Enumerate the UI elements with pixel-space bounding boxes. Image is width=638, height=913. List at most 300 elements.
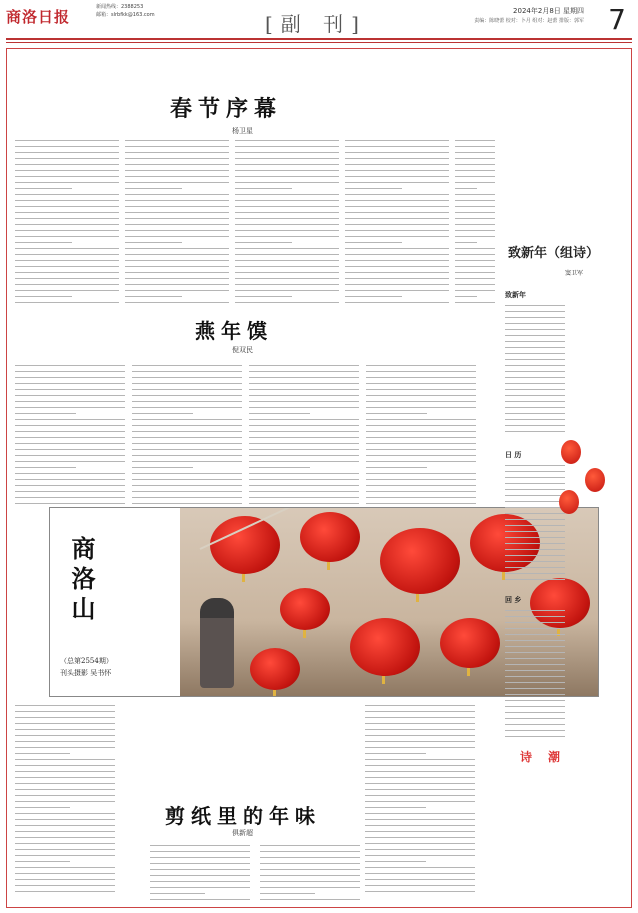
article-author-chunjie: 杨卫星 (232, 127, 253, 135)
text-line (15, 729, 115, 730)
text-line (505, 579, 565, 580)
text-line (365, 753, 426, 754)
text-line (15, 795, 115, 796)
text-line (249, 491, 359, 492)
text-line (15, 491, 125, 492)
text-line (15, 242, 72, 243)
text-line (345, 176, 449, 177)
text-line (455, 272, 495, 273)
deco-word-1: 诗 (520, 750, 533, 764)
text-line (249, 383, 359, 384)
text-line (455, 248, 495, 249)
text-line (235, 182, 339, 183)
text-line (505, 658, 565, 659)
text-line (235, 206, 339, 207)
text-line (505, 736, 565, 737)
text-line (150, 881, 250, 882)
text-line (125, 212, 229, 213)
text-line (345, 224, 449, 225)
text-line (366, 503, 476, 504)
text-line (235, 212, 339, 213)
text-line (505, 401, 565, 402)
lantern-icon (561, 440, 581, 464)
text-line (366, 413, 427, 414)
text-line (132, 371, 242, 372)
text-line (345, 248, 449, 249)
text-line (455, 194, 495, 195)
text-line (505, 431, 565, 432)
text-line (365, 861, 426, 862)
text-line (15, 188, 72, 189)
article-author-jianzhi: 俱新超 (232, 829, 253, 837)
text-line (125, 278, 229, 279)
text-line (505, 634, 565, 635)
text-line (15, 861, 70, 862)
text-line (366, 383, 476, 384)
text-line (249, 431, 359, 432)
text-line (260, 881, 360, 882)
text-line (235, 278, 339, 279)
text-line (235, 176, 339, 177)
text-line (505, 724, 565, 725)
text-line (15, 230, 119, 231)
text-line (505, 317, 565, 318)
text-line (249, 443, 359, 444)
text-line (15, 437, 125, 438)
text-line (366, 431, 476, 432)
text-line (260, 845, 360, 846)
text-line (455, 140, 495, 141)
text-line (455, 218, 495, 219)
text-line (15, 170, 119, 171)
text-line (505, 700, 565, 701)
text-col (366, 365, 476, 509)
text-col (235, 140, 339, 308)
text-col (345, 140, 449, 308)
text-line (15, 759, 115, 760)
text-line (132, 401, 242, 402)
text-line (15, 395, 125, 396)
text-line (365, 789, 475, 790)
text-line (125, 260, 229, 261)
photo-caption-panel (50, 508, 180, 697)
text-line (15, 158, 119, 159)
text-line (455, 302, 495, 303)
text-line (15, 425, 125, 426)
text-line (125, 152, 229, 153)
text-col (249, 365, 359, 509)
text-line (455, 170, 495, 171)
text-line (505, 567, 565, 568)
text-line (365, 759, 475, 760)
text-line (505, 676, 565, 677)
poem-subtitle-2: 日 历 (505, 450, 522, 459)
hotline-1: 新闻热线：2388253 (96, 4, 144, 10)
text-line (455, 260, 495, 261)
text-line (505, 640, 565, 641)
lantern-image (250, 648, 300, 690)
text-line (15, 389, 125, 390)
text-line (15, 152, 119, 153)
text-line (132, 419, 242, 420)
text-line (125, 206, 229, 207)
decorative-banner (500, 740, 620, 770)
text-line (345, 158, 449, 159)
text-line (365, 741, 475, 742)
article-title-chunjie: 春节序幕 (170, 96, 283, 122)
text-line (505, 555, 565, 556)
text-col (260, 845, 360, 905)
text-line (365, 891, 475, 892)
text-line (15, 867, 115, 868)
text-line (345, 200, 449, 201)
editors-line: 责编：陈晓蕾 校对：卜月 组对：赵蕾 排版：郭军 (474, 18, 584, 24)
text-line (235, 284, 339, 285)
text-line (365, 849, 475, 850)
text-line (15, 431, 125, 432)
text-line (15, 837, 115, 838)
header-rule-thin (6, 42, 632, 43)
text-line (235, 260, 339, 261)
text-line (125, 296, 182, 297)
text-line (15, 419, 125, 420)
text-line (15, 783, 115, 784)
text-line (132, 431, 242, 432)
text-line (345, 266, 449, 267)
text-line (15, 449, 125, 450)
text-line (505, 383, 565, 384)
text-line (15, 236, 119, 237)
text-line (235, 200, 339, 201)
text-line (15, 146, 119, 147)
text-line (260, 863, 360, 864)
text-line (455, 296, 477, 297)
text-line (505, 389, 565, 390)
text-line (505, 652, 565, 653)
text-line (505, 413, 565, 414)
text-line (505, 628, 565, 629)
text-line (15, 302, 119, 303)
text-line (366, 491, 476, 492)
text-line (505, 531, 565, 532)
person-image (200, 598, 234, 688)
text-line (15, 377, 125, 378)
text-line (366, 371, 476, 372)
text-line (15, 753, 70, 754)
text-line (132, 407, 242, 408)
text-line (235, 158, 339, 159)
text-line (15, 777, 115, 778)
text-line (125, 242, 182, 243)
text-col (15, 705, 115, 897)
text-line (249, 479, 359, 480)
text-line (505, 353, 565, 354)
text-line (249, 365, 359, 366)
text-line (15, 789, 115, 790)
text-line (125, 158, 229, 159)
text-line (505, 341, 565, 342)
text-line (235, 218, 339, 219)
text-line (125, 272, 229, 273)
text-line (125, 290, 229, 291)
text-line (15, 455, 125, 456)
text-line (249, 425, 359, 426)
text-line (455, 224, 495, 225)
text-line (15, 813, 115, 814)
text-line (15, 218, 119, 219)
text-line (455, 206, 495, 207)
text-line (15, 765, 115, 766)
text-line (366, 455, 476, 456)
text-line (15, 723, 115, 724)
text-line (15, 819, 115, 820)
text-line (249, 437, 359, 438)
text-line (455, 212, 495, 213)
text-line (505, 359, 565, 360)
text-line (366, 485, 476, 486)
text-line (366, 389, 476, 390)
text-line (505, 718, 565, 719)
text-line (345, 194, 449, 195)
text-line (15, 254, 119, 255)
text-line (505, 664, 565, 665)
issue-date: 2024年2月8日 星期四 (513, 7, 584, 15)
text-line (366, 497, 476, 498)
page-number: 7 (608, 3, 626, 36)
text-line (455, 236, 495, 237)
text-line (15, 855, 115, 856)
text-line (15, 497, 125, 498)
text-line (235, 140, 339, 141)
text-line (15, 843, 115, 844)
poem-lines (505, 610, 565, 742)
text-line (505, 712, 565, 713)
text-line (455, 176, 495, 177)
text-line (15, 371, 125, 372)
lantern-icon (559, 490, 579, 514)
text-line (125, 182, 229, 183)
text-line (365, 825, 475, 826)
text-line (15, 461, 125, 462)
text-line (150, 851, 250, 852)
text-line (345, 242, 402, 243)
text-line (150, 863, 250, 864)
text-line (366, 395, 476, 396)
text-line (132, 479, 242, 480)
text-line (505, 347, 565, 348)
text-line (15, 407, 125, 408)
text-line (15, 365, 125, 366)
text-line (505, 365, 565, 366)
page-header (0, 0, 638, 40)
text-line (260, 893, 315, 894)
text-line (132, 413, 193, 414)
poem-subtitle-1: 致新年 (505, 290, 526, 299)
text-line (15, 272, 119, 273)
text-line (249, 401, 359, 402)
text-line (505, 329, 565, 330)
text-line (235, 242, 292, 243)
text-line (249, 449, 359, 450)
text-line (345, 218, 449, 219)
text-line (249, 413, 310, 414)
text-line (235, 254, 339, 255)
text-line (249, 395, 359, 396)
text-line (249, 503, 359, 504)
text-line (455, 158, 495, 159)
text-line (505, 419, 565, 420)
text-line (235, 296, 292, 297)
text-line (15, 479, 125, 480)
text-line (260, 857, 360, 858)
text-line (235, 272, 339, 273)
text-line (365, 807, 426, 808)
text-line (366, 365, 476, 366)
text-line (15, 194, 119, 195)
text-line (132, 425, 242, 426)
article-author-yannian: 倪双民 (232, 346, 253, 354)
text-line (15, 849, 115, 850)
text-line (125, 188, 182, 189)
text-line (260, 899, 360, 900)
section-title: [副 刊] (265, 12, 367, 36)
text-line (366, 377, 476, 378)
text-line (15, 164, 119, 165)
text-col (455, 140, 495, 308)
text-line (125, 194, 229, 195)
text-line (15, 224, 119, 225)
newspaper-logo: 商洛日报 (6, 8, 71, 26)
text-line (125, 230, 229, 231)
text-line (15, 413, 76, 414)
article-title-jianzhi: 剪纸里的年味 (165, 804, 321, 828)
text-line (15, 771, 115, 772)
text-line (505, 425, 565, 426)
text-line (15, 711, 115, 712)
text-line (455, 278, 495, 279)
text-line (249, 461, 359, 462)
text-line (505, 537, 565, 538)
text-line (455, 254, 495, 255)
text-line (15, 206, 119, 207)
text-line (249, 485, 359, 486)
text-line (132, 389, 242, 390)
text-line (455, 146, 495, 147)
text-line (345, 290, 449, 291)
text-line (15, 443, 125, 444)
text-line (15, 260, 119, 261)
text-line (125, 140, 229, 141)
text-line (505, 311, 565, 312)
text-line (365, 771, 475, 772)
text-line (150, 869, 250, 870)
text-line (366, 437, 476, 438)
text-line (132, 395, 242, 396)
text-line (365, 777, 475, 778)
text-line (365, 837, 475, 838)
text-line (366, 443, 476, 444)
text-line (125, 170, 229, 171)
text-line (366, 479, 476, 480)
text-line (260, 887, 360, 888)
text-line (455, 182, 495, 183)
text-line (366, 467, 427, 468)
decorative-lanterns (555, 440, 615, 520)
text-line (345, 188, 402, 189)
text-line (345, 284, 449, 285)
text-line (132, 455, 242, 456)
text-col (125, 140, 229, 308)
text-line (132, 485, 242, 486)
text-line (15, 807, 70, 808)
text-line (15, 182, 119, 183)
text-line (150, 845, 250, 846)
text-line (15, 747, 115, 748)
text-line (15, 383, 125, 384)
text-line (345, 302, 449, 303)
text-line (15, 705, 115, 706)
text-line (15, 278, 119, 279)
text-line (505, 323, 565, 324)
text-line (345, 278, 449, 279)
text-line (365, 717, 475, 718)
lantern-icon (585, 468, 605, 492)
text-line (132, 383, 242, 384)
text-line (365, 795, 475, 796)
text-line (125, 248, 229, 249)
lantern-image (350, 618, 420, 676)
text-line (455, 284, 495, 285)
text-line (365, 783, 475, 784)
text-line (505, 549, 565, 550)
lantern-image (300, 512, 360, 562)
text-line (15, 284, 119, 285)
text-line (260, 875, 360, 876)
text-line (455, 152, 495, 153)
lantern-image (440, 618, 500, 668)
text-line (249, 497, 359, 498)
text-line (345, 206, 449, 207)
text-line (365, 735, 475, 736)
text-line (132, 365, 242, 366)
text-line (505, 670, 565, 671)
text-line (505, 543, 565, 544)
text-line (249, 467, 310, 468)
text-line (260, 851, 360, 852)
text-line (365, 705, 475, 706)
poem-subtitle-3: 回 乡 (505, 595, 522, 604)
text-line (345, 272, 449, 273)
text-line (366, 473, 476, 474)
text-line (249, 455, 359, 456)
text-line (15, 473, 125, 474)
text-line (366, 407, 476, 408)
text-line (132, 467, 193, 468)
text-line (15, 885, 115, 886)
photo-caption-1: （总第2554期） (60, 657, 113, 665)
text-line (505, 573, 565, 574)
text-line (125, 164, 229, 165)
photo-caption-2: 刊头摄影 吴书怀 (60, 669, 112, 677)
text-line (505, 694, 565, 695)
text-col (365, 705, 475, 897)
text-line (455, 290, 495, 291)
text-line (365, 843, 475, 844)
text-line (132, 503, 242, 504)
text-line (125, 146, 229, 147)
text-line (125, 218, 229, 219)
text-line (150, 857, 250, 858)
